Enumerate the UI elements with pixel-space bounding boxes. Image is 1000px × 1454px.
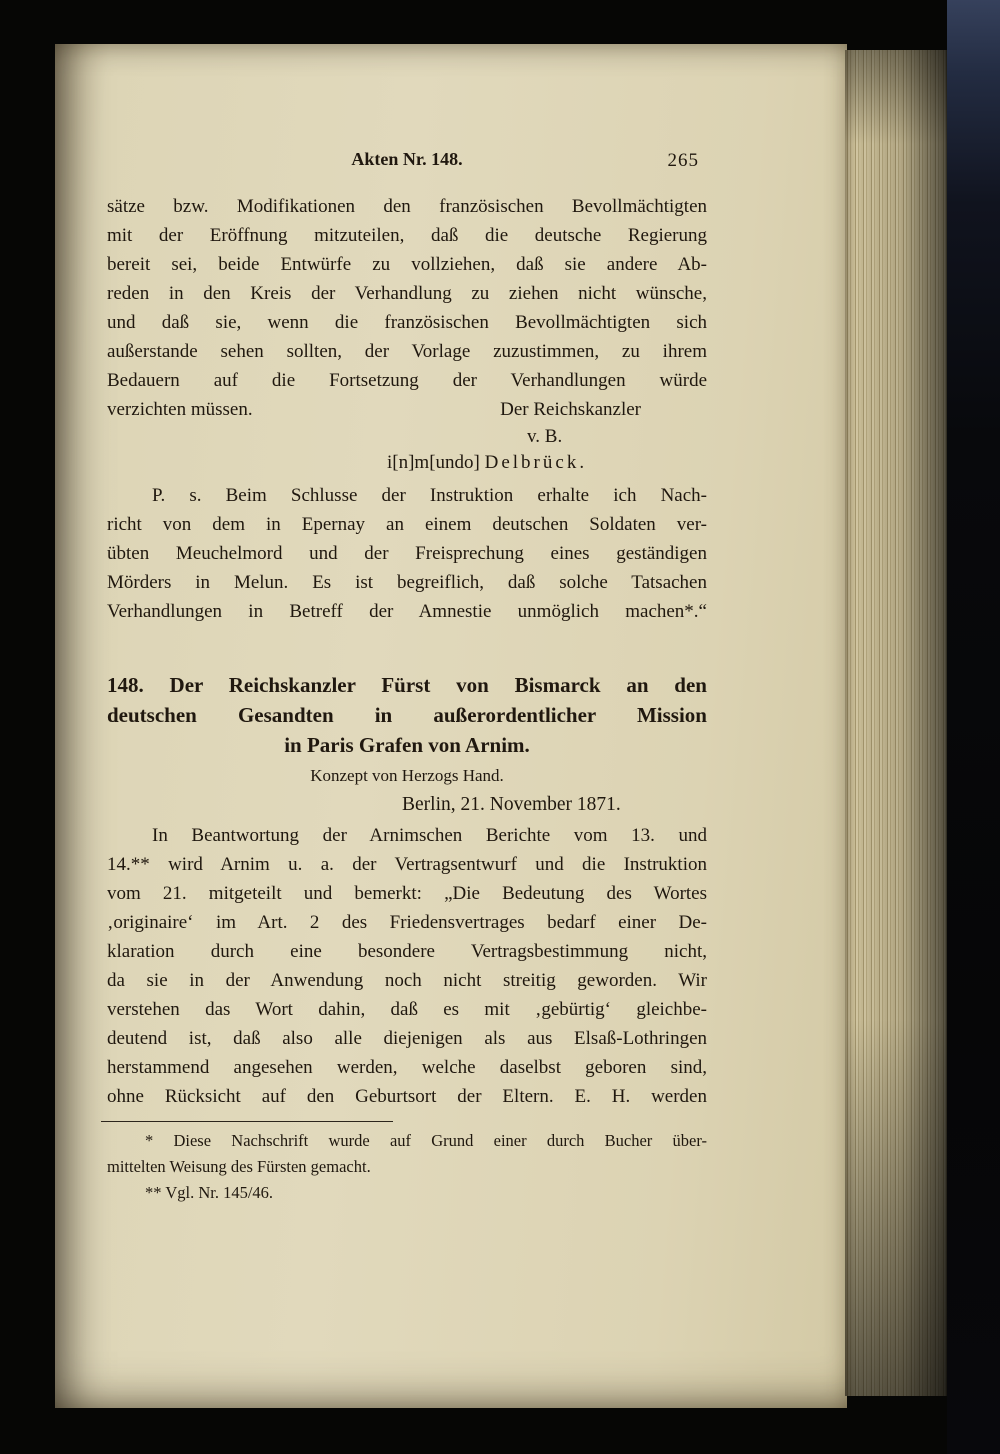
text-line: übten Meuchelmord und der Freisprechung eines geständigen xyxy=(107,543,707,564)
signature-role: Der Reichskanzler xyxy=(500,399,641,420)
text-line: ohne Rücksicht auf den Geburtsort der Eltern. E. H. werden xyxy=(107,1086,707,1107)
page-number: 265 xyxy=(667,150,699,171)
page-content xyxy=(107,148,707,1206)
footnote-line: * Diese Nachschrift wurde auf Grund einer durch Bucher über- xyxy=(145,1131,707,1150)
signature-annotation: i[n]m[undo] xyxy=(387,452,485,473)
text-line: da sie in der Anwendung noch nicht streitig geworden. Wir xyxy=(107,970,707,991)
text-line: ‚originaire‘ im Art. 2 des Friedensvertrages bedarf einer De- xyxy=(107,912,707,933)
book-fore-edge-pages xyxy=(845,50,947,1396)
footnote-line: mittelten Weisung des Fürsten gemacht. xyxy=(107,1157,371,1176)
text-line: Bedauern auf die Fortsetzung der Verhandlungen würde xyxy=(107,370,707,391)
paragraph-continuation xyxy=(107,192,707,424)
signature-initials: v. B. xyxy=(527,426,563,447)
text-line: reden in den Kreis der Verhandlung zu ziehen nicht wünsche, xyxy=(107,283,707,304)
text-line: und daß sie, wenn die französischen Bevollmächtigten sich xyxy=(107,312,707,333)
text-line: außerstande sehen sollten, der Vorlage zuzustimmen, zu ihrem xyxy=(107,341,707,362)
text-line: 14.** wird Arnim u. a. der Vertragsentwurf und die Instruktion xyxy=(107,854,707,875)
text-line: Mörders in Melun. Es ist begreiflich, daß solche Tatsachen xyxy=(107,572,707,593)
text-line: verstehen das Wort dahin, daß es mit ‚gebürtig‘ gleichbe- xyxy=(107,999,707,1020)
footnote-rule xyxy=(101,1121,393,1122)
text-line: mit der Eröffnung mitzuteilen, daß die deutsche Regierung xyxy=(107,225,707,246)
text-line: herstammend angesehen werden, welche daselbst geboren sind, xyxy=(107,1057,707,1078)
text-line: In Beantwortung der Arnimschen Berichte vom 13. und xyxy=(152,825,707,846)
text-line: P. s. Beim Schlusse der Instruktion erhalte ich Nach- xyxy=(152,485,707,506)
footnote-line: ** Vgl. Nr. 145/46. xyxy=(145,1183,274,1202)
paragraph-end-text: verzichten müssen. xyxy=(107,399,253,420)
section-heading xyxy=(107,670,707,760)
main-paragraph xyxy=(107,821,707,1111)
running-title: Akten Nr. 148. xyxy=(351,149,463,169)
signature-name-line xyxy=(107,450,707,476)
footnotes xyxy=(107,1121,707,1206)
dateline: Berlin, 21. November 1871. xyxy=(402,794,621,815)
text-line: richt von dem in Epernay an einem deutschen Soldaten ver- xyxy=(107,514,707,535)
signature-name: Delbrück. xyxy=(484,452,588,473)
text-line: deutend ist, daß also alle diejenigen als aus Elsaß-Lothringen xyxy=(107,1028,707,1049)
text-line: Verhandlungen in Betreff der Amnestie unmöglich machen*.“ xyxy=(107,601,707,622)
postscript-paragraph xyxy=(107,481,707,626)
book-page xyxy=(55,44,847,1408)
text-line: klaration durch eine besondere Vertragsbestimmung nicht, xyxy=(107,941,707,962)
text-line: vom 21. mitgeteilt und bemerkt: „Die Bedeutung des Wortes xyxy=(107,883,707,904)
book-cover xyxy=(947,0,1000,1454)
heading-line: deutschen Gesandten in außerordentlicher Mission xyxy=(107,703,707,727)
text-line: bereit sei, beide Entwürfe zu vollziehen, daß sie andere Ab- xyxy=(107,254,707,275)
section-subheading: Konzept von Herzogs Hand. xyxy=(310,766,504,785)
page-header xyxy=(107,148,707,170)
heading-line: in Paris Grafen von Arnim. xyxy=(284,733,530,757)
text-line xyxy=(107,395,707,424)
heading-line: 148. Der Reichskanzler Fürst von Bismarck an den xyxy=(107,673,707,697)
text-line: sätze bzw. Modifikationen den französischen Bevollmächtigten xyxy=(107,196,707,217)
